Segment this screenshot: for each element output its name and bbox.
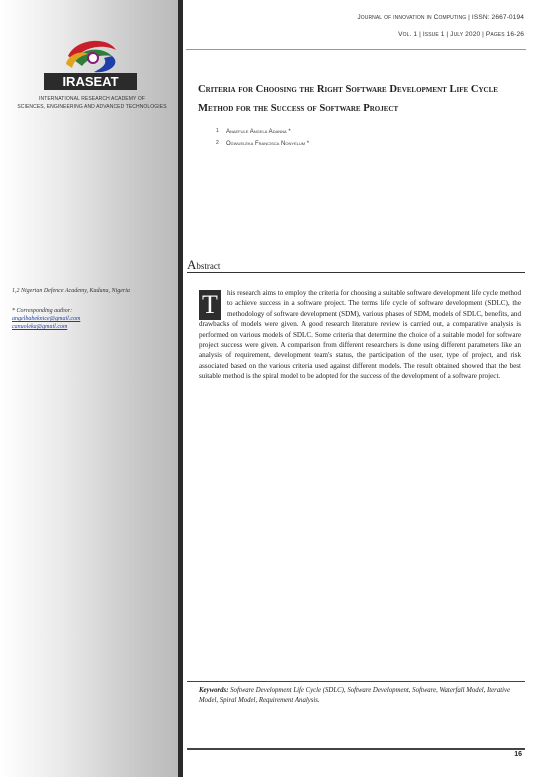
sidebar-divider xyxy=(178,0,183,777)
journal-info: Journal of innovation in Computing | ISSN: 2667-0194 xyxy=(357,14,524,21)
academy-name xyxy=(12,95,172,111)
iraseat-logo xyxy=(38,34,143,94)
email-link-1[interactable]: angelbabeknice@gmail.com xyxy=(12,316,81,322)
corresponding-label: * Corresponding author: xyxy=(12,308,73,314)
dropcap-letter: T xyxy=(199,290,221,320)
keywords-label: Keywords: xyxy=(199,687,229,694)
paper-title: Criteria for Choosing the Right Software Development Life Cycle Method for the Success of Software Project xyxy=(198,84,498,114)
abstract-text xyxy=(199,288,521,382)
abstract-heading-cap: A xyxy=(187,257,197,272)
keywords-text: Software Development Life Cycle (SDLC), Software Development, Software, Waterfall Model, Iterative Model, Spiral Model, Requirement Analysis. xyxy=(199,687,511,704)
header-rule xyxy=(186,49,526,50)
abstract-heading xyxy=(187,257,220,273)
email-link-2[interactable]: canuoleka@gmail.com xyxy=(12,324,68,330)
journal-header xyxy=(357,14,524,38)
author-name: Anaefule Angela Adanna * xyxy=(226,129,291,135)
keywords-block xyxy=(199,686,519,706)
author-item xyxy=(216,126,309,138)
abstract-rule xyxy=(187,272,525,273)
academy-line-1: INTERNATIONAL RESEARCH ACADEMY OF xyxy=(38,96,145,102)
affiliation-institution: 1,2 Nigerian Defence Academy, Kaduna, Nigeria xyxy=(12,288,130,294)
author-number: 2 xyxy=(216,140,219,146)
author-name: Ogwueleka Francisca Nonyelum * xyxy=(226,141,310,147)
page-number: 16 xyxy=(514,751,522,758)
footer-rule xyxy=(187,748,525,750)
author-number: 1 xyxy=(216,128,219,134)
logo-text: IRASEAT xyxy=(62,74,119,89)
affiliation-block xyxy=(12,287,180,331)
author-list xyxy=(216,126,309,150)
author-item xyxy=(216,138,309,150)
logo-swirl-icon xyxy=(66,41,116,72)
keywords-rule xyxy=(187,681,525,682)
issue-info: Vol. 1 | Issue 1 | July 2020 | Pages 16-26 xyxy=(398,31,524,38)
abstract-heading-rest: bstract xyxy=(196,261,221,271)
academy-line-2: SCIENCES, ENGINEERING AND ADVANCED TECHNOLOGIES xyxy=(17,104,167,110)
sidebar-panel xyxy=(0,0,182,777)
abstract-body: his research aims to employ the criteria for choosing a suitable software development life cycle method to achieve success in a software project. The terms life cycle of software development (SDLC), the methodology of software development (SDM), various phases of SDM, models of SDLC, benefits, and drawbacks of models were given. A good research literature review is carried out, a comparative analysis is performed on various models of SDLC. Some criteria that determine the choice of a suitable model for software project success were given. A comparison from different researchers is done using different parameters like an analysis of requirement, development team's status, the participation of the user, type of project, and risk associated based on the various criteria used against different models. The result obtained showed that the best suitable method is the spiral model to be adopted for the success of the development of a software project. xyxy=(199,289,521,381)
